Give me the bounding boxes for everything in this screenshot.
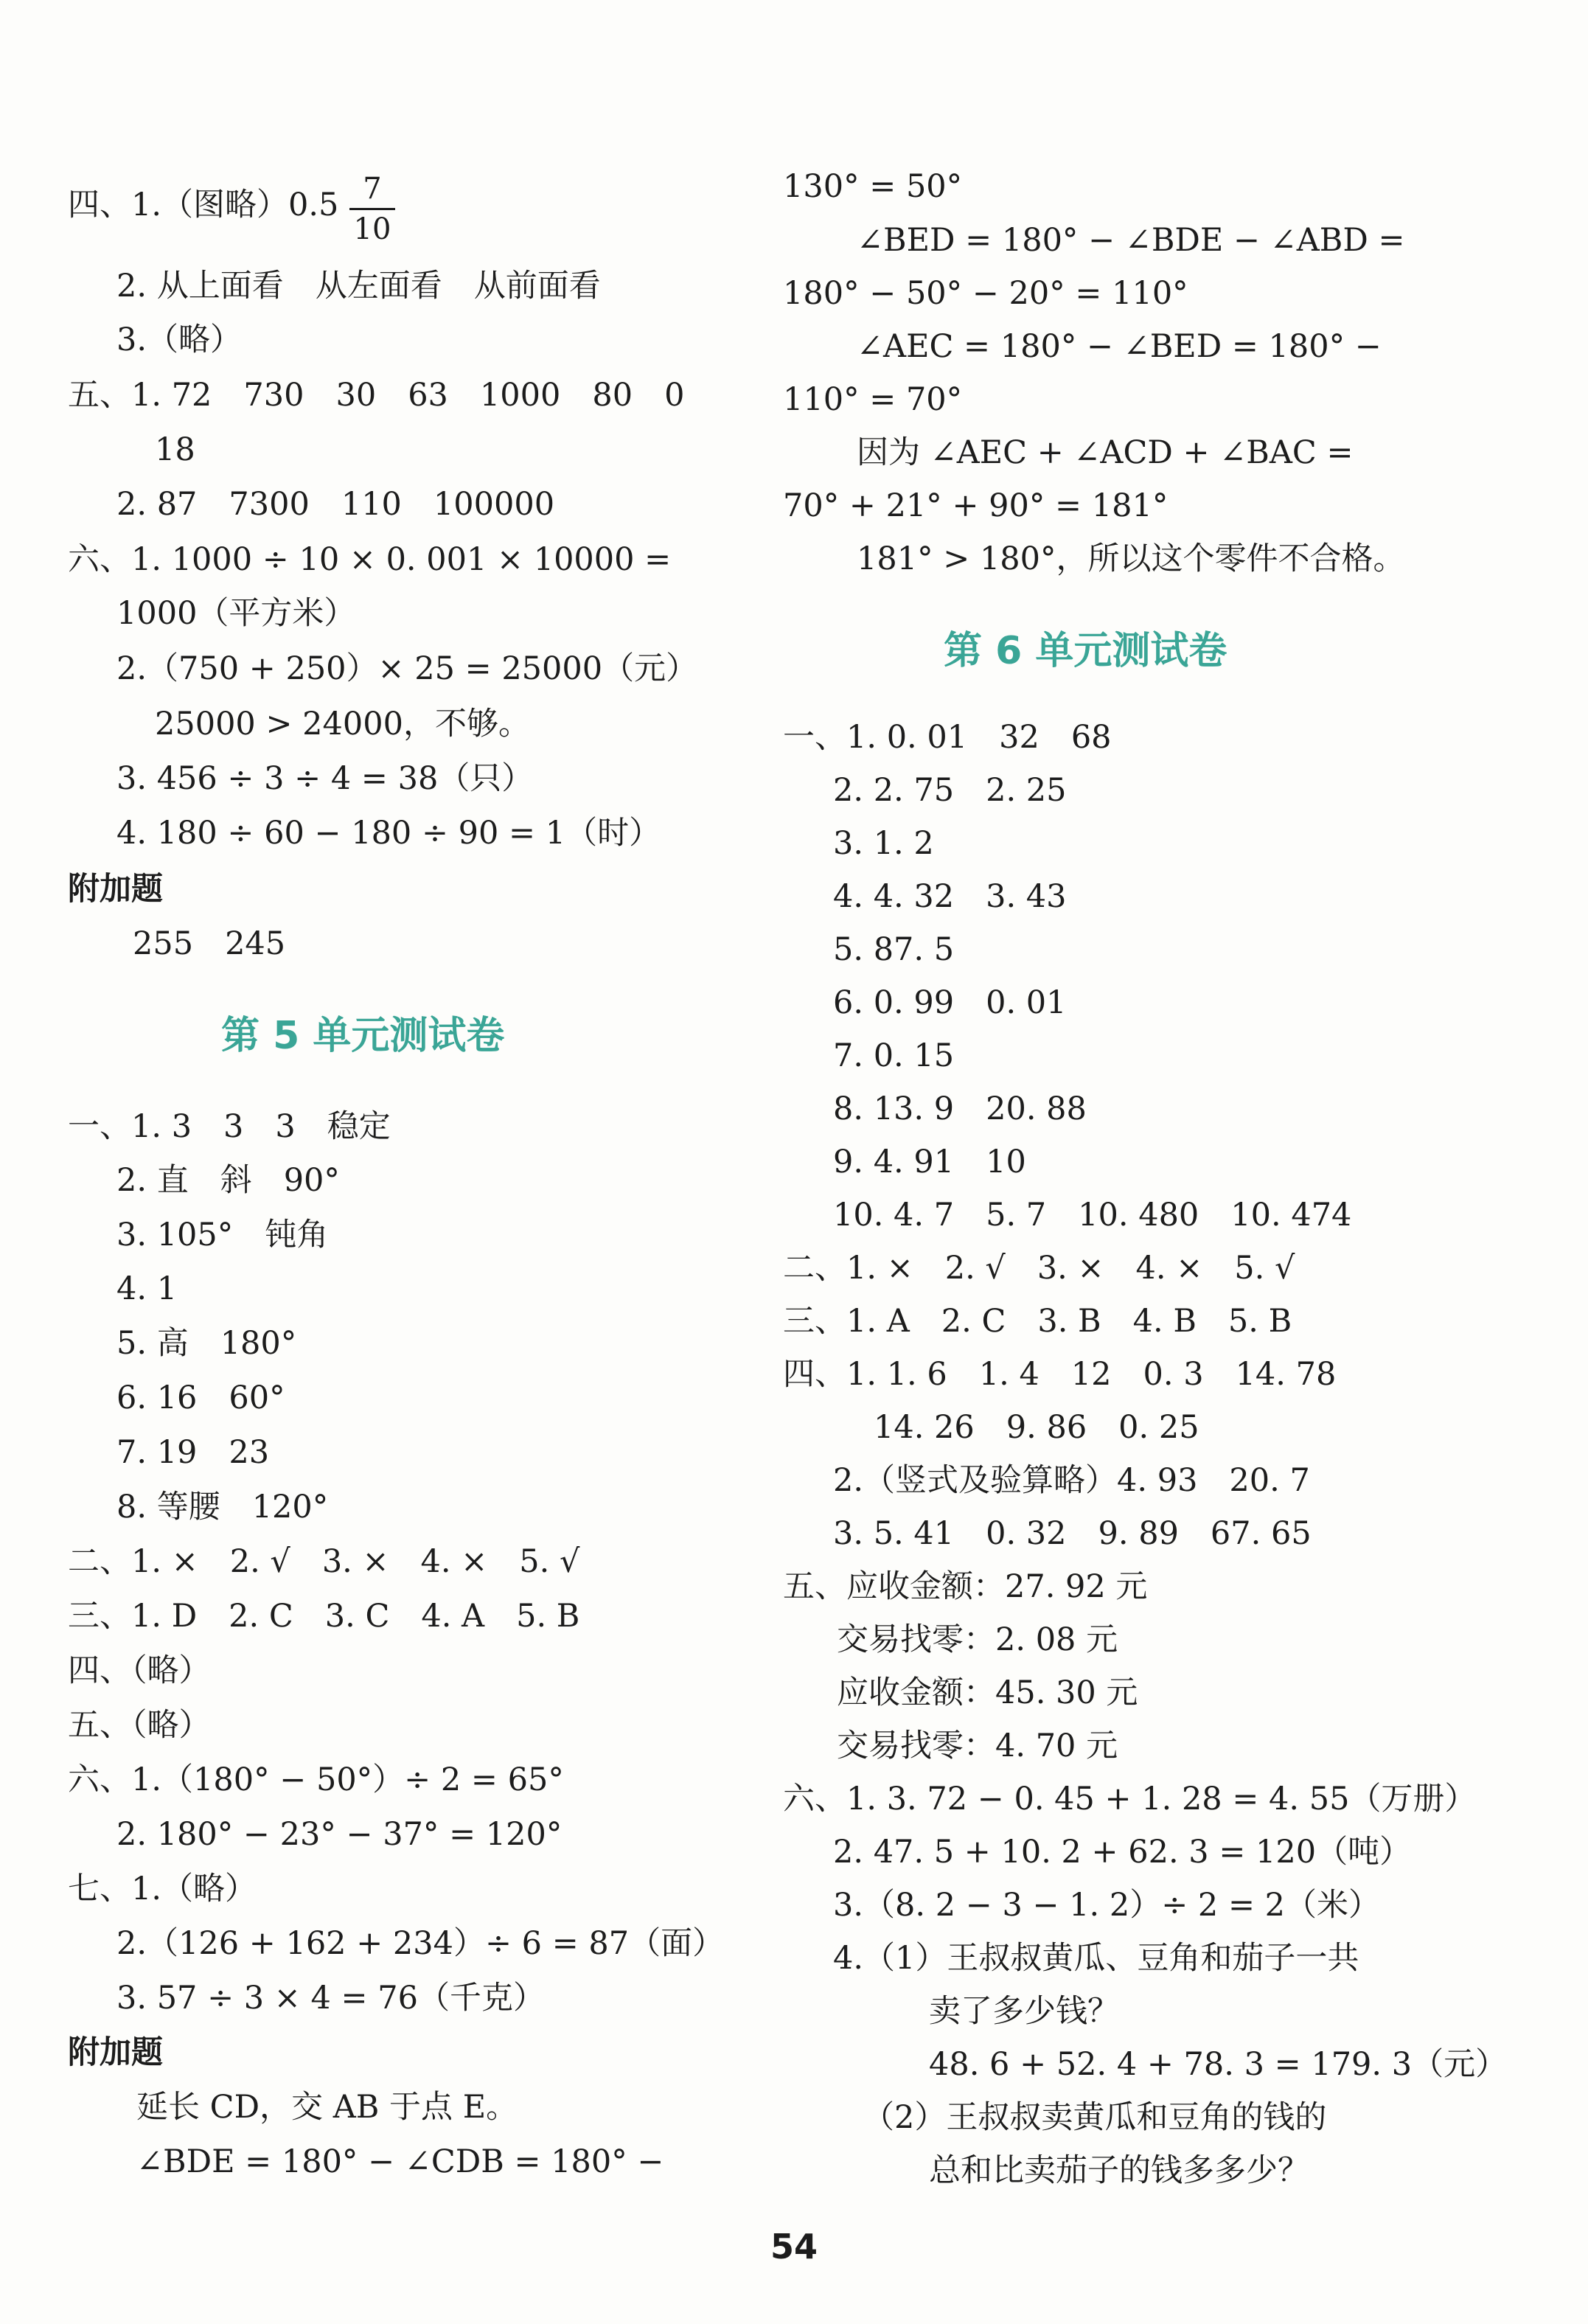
answer-line: 2. 2. 75 2. 25 [833,772,1067,809]
answer-line: 130° = 50° [783,168,963,205]
answer-line: 3. 105° 钝角 [116,1217,329,1253]
answer-line: 255 245 [133,925,286,962]
answer-line: 3. 456 ÷ 3 ÷ 4 = 38（只） [116,760,534,797]
answer-line: 2. 从上面看 从左面看 从前面看 [116,268,601,305]
answer-line: （2）王叔叔卖黄瓜和豆角的钱的 [863,2099,1327,2136]
answer-line: 180° − 50° − 20° = 110° [783,275,1188,312]
answer-line: 总和比卖茄子的钱多多少？ [929,2152,1309,2189]
bonus-heading: 附加题 [68,871,163,908]
answer-line: 二、1. × 2. √ 3. × 4. × 5. √ [68,1543,580,1580]
answer-line: 48. 6 + 52. 4 + 78. 3 = 179. 3（元） [929,2046,1508,2083]
answer-line: 6. 0. 99 0. 01 [833,984,1067,1021]
answer-line: 4. 1 [116,1270,178,1307]
answer-line: 六、1. 1000 ÷ 10 × 0. 001 × 10000 = [68,541,672,578]
answer-line: 延长 CD，交 AB 于点 E。 [136,2089,518,2126]
answer-line: 181° > 180°，所以这个零件不合格。 [857,540,1405,577]
answer-line: 8. 13. 9 20. 88 [833,1090,1087,1127]
answer-line: 70° + 21° + 90° = 181° [783,487,1169,524]
answer-line: 25000 > 24000，不够。 [155,706,530,742]
fraction-denominator: 10 [353,212,391,246]
answer-line: 2. 47. 5 + 10. 2 + 62. 3 = 120（吨） [833,1834,1412,1871]
answer-line: 9. 4. 91 10 [833,1144,1026,1180]
answer-line: 3.（略） [116,321,243,358]
answer-line: 五、（略） [68,1707,211,1744]
answer-line: 五、1. 72 730 30 63 1000 80 0 [68,377,685,414]
answer-line: 2. 87 7300 110 100000 [116,486,555,523]
answer-line: 7. 0. 15 [833,1037,955,1074]
answer-line: 一、1. 3 3 3 稳定 [68,1108,391,1145]
answer-line: 三、1. D 2. C 3. C 4. A 5. B [68,1598,580,1635]
answer-line: 2.（126 + 162 + 234）÷ 6 = 87（面） [116,1925,725,1962]
answer-line: 五、应收金额：27. 92 元 [783,1568,1148,1605]
answer-line: 七、1.（略） [68,1871,257,1907]
answer-line: 5. 87. 5 [833,931,955,968]
answer-line: 10. 4. 7 5. 7 10. 480 10. 474 [833,1197,1352,1234]
answer-line: 交易找零：4. 70 元 [837,1728,1118,1764]
answer-line: 2. 180° − 23° − 37° = 120° [116,1816,563,1853]
answer-line: 6. 16 60° [116,1380,285,1416]
answer-line: 2. 直 斜 90° [116,1162,340,1199]
answer-line: 四、（略） [68,1652,211,1689]
fraction [346,171,398,247]
fraction-bar [349,208,395,210]
answer-line: 3. 1. 2 [833,825,934,862]
answer-line: 8. 等腰 120° [116,1489,329,1525]
answer-line: 3.（8. 2 − 3 − 1. 2）÷ 2 = 2（米） [833,1887,1381,1924]
answer-line: 四、1. 1. 6 1. 4 12 0. 3 14. 78 [783,1356,1337,1393]
answer-line: 3. 57 ÷ 3 × 4 = 76（千克） [116,1980,545,2017]
answer-line: 7. 19 23 [116,1434,270,1471]
answer-line: 4. 4. 32 3. 43 [833,878,1067,915]
answer-line: 卖了多少钱？ [929,1993,1119,2030]
unit-5-title: 第 5 单元测试卷 [221,1014,505,1058]
answer-line: 2.（750 + 250）× 25 = 25000（元） [116,650,698,687]
answer-line: 14. 26 9. 86 0. 25 [874,1409,1199,1446]
answer-line: 1000（平方米） [116,595,356,632]
answer-line: 六、1.（180° − 50°）÷ 2 = 65° [68,1761,564,1798]
answer-line: 四、1.（图略）0.5 [68,187,339,223]
page-number: 54 [770,2227,818,2266]
answer-line: 4.（1）王叔叔黄瓜、豆角和茄子一共 [833,1940,1359,1977]
answer-line: ∠BDE = 180° − ∠CDB = 180° − [136,2143,664,2180]
answer-line: 应收金额：45. 30 元 [837,1674,1138,1711]
answer-line: 110° = 70° [783,381,963,418]
answer-line: 一、1. 0. 01 32 68 [783,719,1112,756]
answer-line: 二、1. × 2. √ 3. × 4. × 5. √ [783,1250,1295,1287]
answer-line: 3. 5. 41 0. 32 9. 89 67. 65 [833,1515,1312,1552]
fraction-numerator: 7 [363,172,382,206]
bonus-heading: 附加题 [68,2034,163,2071]
answer-line: 六、1. 3. 72 − 0. 45 + 1. 28 = 4. 55（万册） [783,1781,1477,1817]
answer-line: 三、1. A 2. C 3. B 4. B 5. B [783,1303,1292,1340]
answer-line: 因为 ∠AEC + ∠ACD + ∠BAC = [857,434,1354,471]
answer-line: 2.（竖式及验算略）4. 93 20. 7 [833,1462,1310,1499]
answer-line: ∠BED = 180° − ∠BDE − ∠ABD = [857,222,1405,259]
answer-line: 4. 180 ÷ 60 − 180 ÷ 90 = 1（时） [116,815,661,852]
answer-line: 交易找零：2. 08 元 [837,1621,1118,1658]
answer-line: 5. 高 180° [116,1325,297,1362]
answer-line: 18 [155,431,195,468]
answer-line: ∠AEC = 180° − ∠BED = 180° − [857,328,1382,365]
unit-6-title: 第 6 单元测试卷 [944,629,1227,673]
